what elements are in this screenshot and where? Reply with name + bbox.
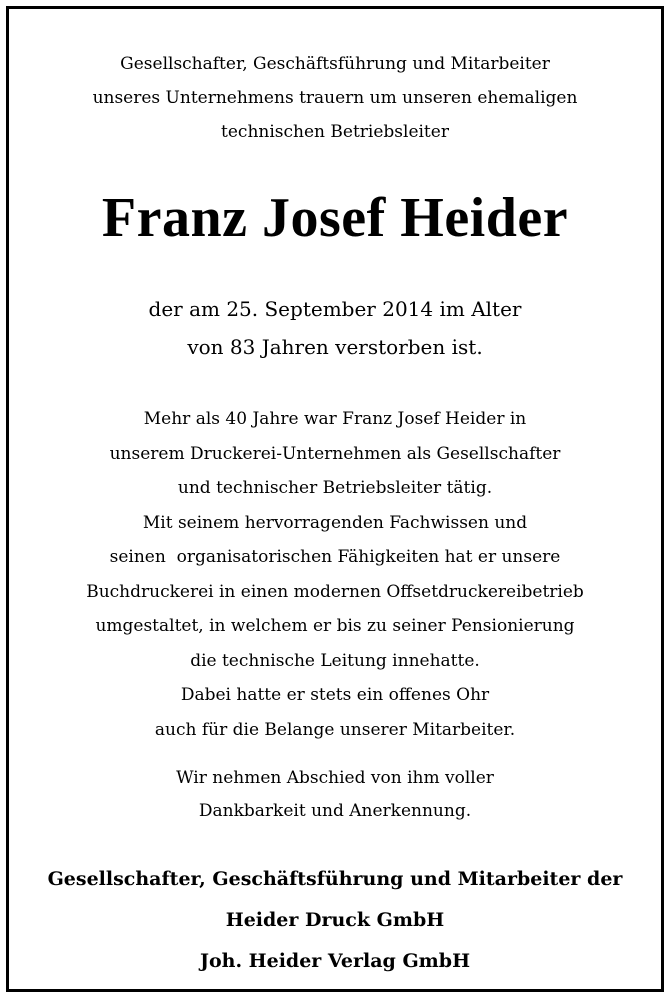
tribute-line: und technischer Betriebsleiter tätig.	[177, 478, 493, 498]
death-notice-line: der am 25. September 2014 im Alter	[148, 297, 522, 321]
company-name: Heider Druck GmbH	[225, 909, 445, 931]
intro-text	[9, 47, 661, 149]
tribute-line: die technische Leitung innehatte.	[190, 650, 480, 671]
intro-line: technischen Betriebsleiter	[221, 122, 449, 142]
tribute-line: seinen organisatorischen Fähigkeiten hat er unsere	[109, 547, 561, 567]
intro-line: unseres Unternehmens trauern um unseren ehemaligen	[92, 88, 578, 108]
death-notice-line: von 83 Jahren verstorben ist.	[187, 335, 483, 359]
tribute-line: auch für die Belange unserer Mitarbeiter.	[154, 719, 516, 740]
death-notice	[9, 290, 661, 366]
obituary-frame	[6, 6, 664, 992]
tribute-text	[9, 402, 661, 747]
tribute-line: Mehr als 40 Jahre war Franz Josef Heider in	[143, 409, 527, 429]
intro-line: Gesellschafter, Geschäftsführung und Mitarbeiter	[120, 54, 550, 74]
tribute-line: unserem Druckerei-Unternehmen als Gesellschafter	[109, 443, 561, 464]
tribute-line: Mit seinem hervorragenden Fachwissen und	[142, 512, 528, 533]
signature-line: Gesellschafter, Geschäftsführung und Mitarbeiter der	[47, 868, 623, 890]
closing-line: Dankbarkeit und Anerkennung.	[198, 801, 472, 821]
closing-text	[9, 762, 661, 828]
deceased-name: Franz Josef Heider	[101, 187, 569, 249]
tribute-line: umgestaltet, in welchem er bis zu seiner Pensionierung	[95, 616, 575, 636]
company-name: Joh. Heider Verlag GmbH	[199, 950, 471, 972]
closing-line: Wir nehmen Abschied von ihm voller	[176, 768, 494, 788]
tribute-line: Buchdruckerei in einen modernen Offsetdruckereibetrieb	[86, 581, 584, 602]
tribute-line: Dabei hatte er stets ein offenes Ohr	[180, 685, 490, 705]
signature-block	[9, 859, 661, 982]
